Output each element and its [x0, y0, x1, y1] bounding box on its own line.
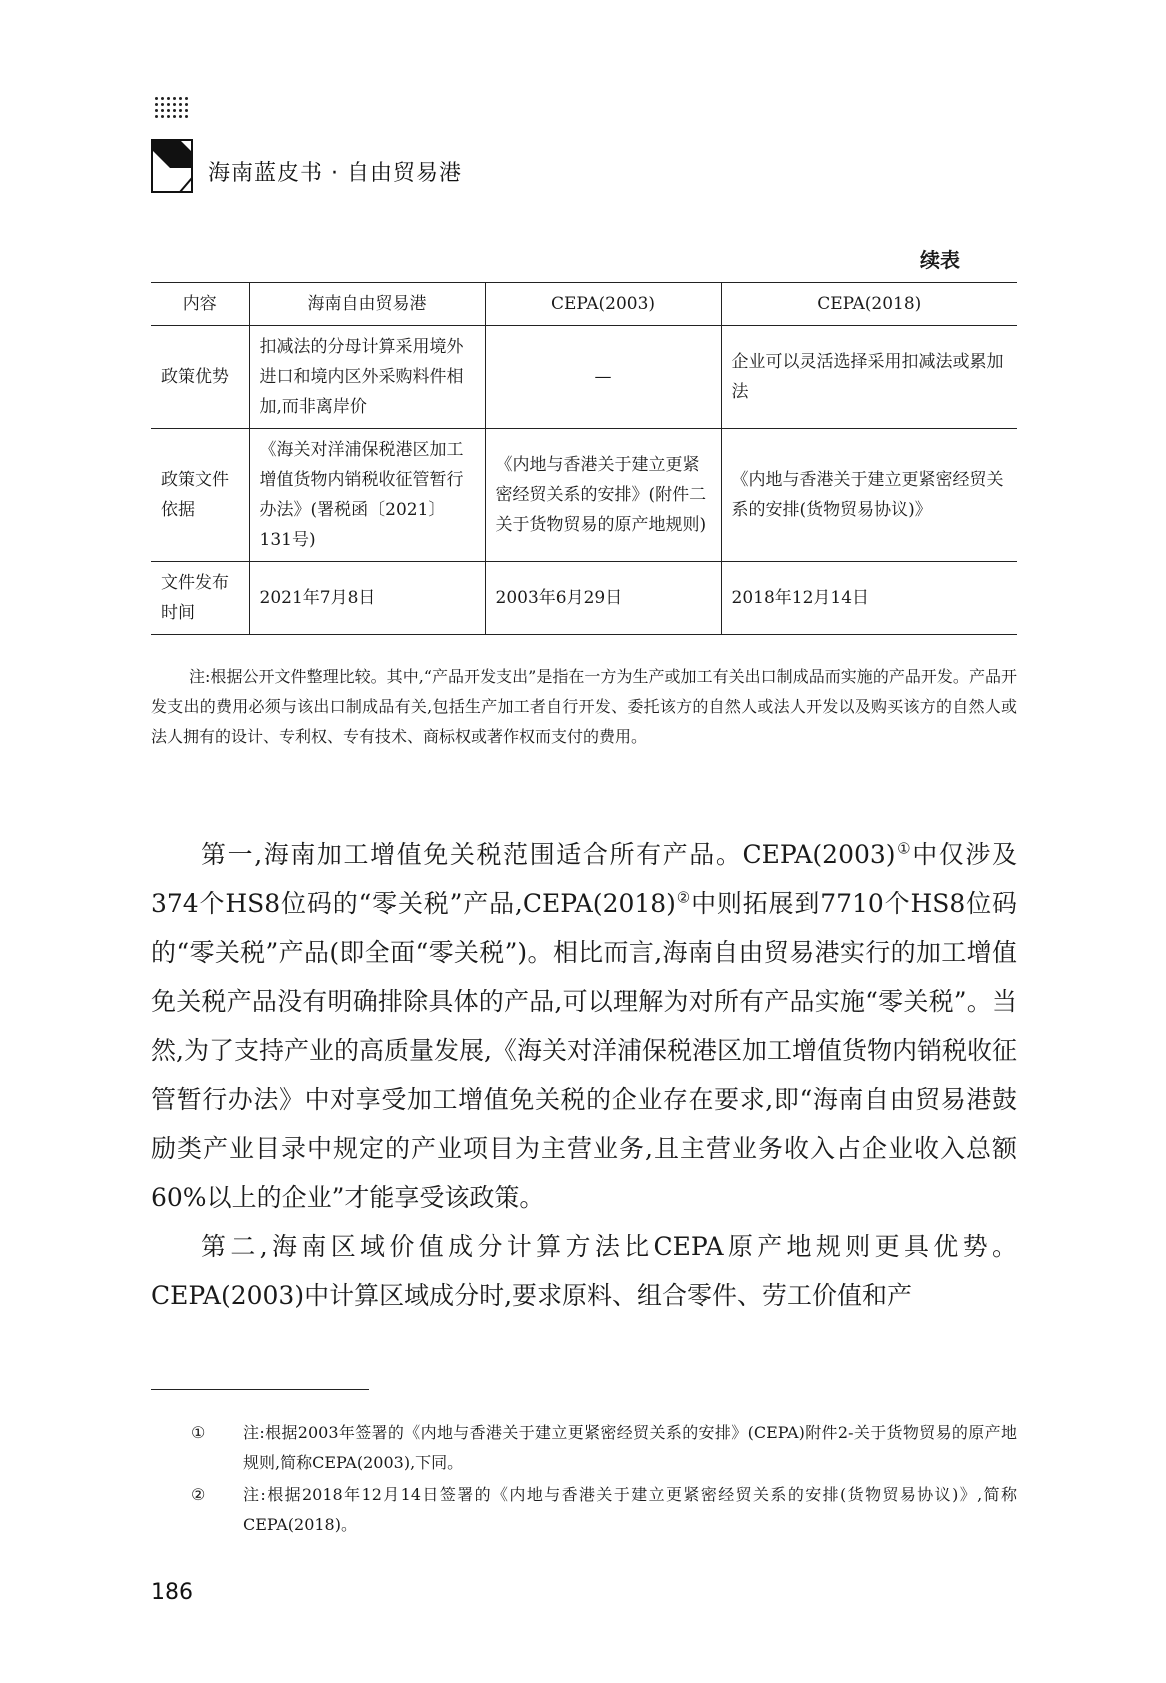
book-corner-icon	[150, 138, 196, 196]
table-cell: 《内地与香港关于建立更紧密经贸关系的安排》(附件二 关于货物贸易的原产地规则)	[485, 429, 721, 562]
column-header: CEPA(2018)	[721, 283, 1017, 326]
paragraph-text: 中仅涉及374个HS8位码的“零关税”产品,CEPA(2018)	[151, 840, 1017, 918]
book-title: 海南蓝皮书 · 自由贸易港	[208, 161, 462, 186]
footnote-text: 注:根据2018年12月14日签署的《内地与香港关于建立更紧密经贸关系的安排(货物贸易协议)》,简称CEPA(2018)。	[243, 1485, 1017, 1534]
column-header: 海南自由贸易港	[249, 283, 485, 326]
paragraph: 第二,海南区域价值成分计算方法比CEPA原产地规则更具优势。CEPA(2003)中计算区域成分时,要求原料、组合零件、劳工价值和产	[151, 1232, 1017, 1310]
table-note: 注:根据公开文件整理比较。其中,“产品开发支出”是指在一方为生产或加工有关出口制成品而实施的产品开发。产品开发支出的费用必须与该出口制成品有关,包括生产加工者自行开发、委托该方的自然人或法人开发以及购买该方的自然人或法人拥有的设计、专利权、专有技术、商标权或著作权而支付的费用。	[151, 667, 1017, 746]
table-cell: 扣减法的分母计算采用境外进口和境内区外采购料件相加,而非离岸价	[249, 326, 485, 429]
paragraph	[151, 830, 1017, 1222]
table-header-row	[151, 283, 1017, 326]
table-cell: —	[485, 326, 721, 429]
row-label: 政策优势	[151, 326, 249, 429]
paragraph-text: 第一,海南加工增值免关税范围适合所有产品。CEPA(2003)	[201, 840, 896, 869]
row-label: 文件发布时间	[151, 562, 249, 635]
footnote-ref[interactable]: ①	[895, 839, 913, 858]
table-cell: 《内地与香港关于建立更紧密经贸关系的安排(货物贸易协议)》	[721, 429, 1017, 562]
table-cell: 2003年6月29日	[485, 562, 721, 635]
body-text	[151, 830, 1017, 1320]
table-continued-label: 续表	[920, 248, 960, 272]
footnote	[151, 1418, 1017, 1478]
table-cell: 《海关对洋浦保税港区加工增值货物内销税收征管暂行办法》(署税函〔2021〕131号)	[249, 429, 485, 562]
table-cell: 2018年12月14日	[721, 562, 1017, 635]
paragraph-text: 中则拓展到7710个HS8位码的“零关税”产品(即全面“零关税”)。相比而言,海南自由贸易港实行的加工增值免关税产品没有明确排除具体的产品,可以理解为对所有产品实施“零关税”。当然,为了支持产业的高质量发展,《海关对洋浦保税港区加工增值货物内销税收征管暂行办法》中对享受加工增值免关税的企业存在要求,即“海南自由贸易港鼓励类产业目录中规定的产业项目为主营业务,且主营业务收入占企业收入总额60%以上的企业”才能享受该政策。	[151, 889, 1017, 1212]
table-cell: 2021年7月8日	[249, 562, 485, 635]
header-dot-ornament	[154, 96, 190, 136]
column-header: 内容	[151, 283, 249, 326]
footnote-text: 注:根据2003年签署的《内地与香港关于建立更紧密经贸关系的安排》(CEPA)附件2-关于货物贸易的原产地规则,简称CEPA(2003),下同。	[243, 1423, 1017, 1472]
footnote-mark: ①	[191, 1423, 206, 1442]
row-label: 政策文件依据	[151, 429, 249, 562]
table-row	[151, 562, 1017, 635]
footnotes	[151, 1418, 1017, 1542]
page-number: 186	[151, 1580, 193, 1605]
column-header: CEPA(2003)	[485, 283, 721, 326]
footnote-mark: ②	[191, 1485, 206, 1504]
footnote-divider	[151, 1389, 369, 1390]
table-cell: 企业可以灵活选择采用扣减法或累加法	[721, 326, 1017, 429]
footnote-ref[interactable]: ②	[675, 888, 692, 907]
footnote	[151, 1480, 1017, 1540]
table-row	[151, 326, 1017, 429]
policy-comparison-table	[151, 282, 1017, 635]
table-row	[151, 429, 1017, 562]
